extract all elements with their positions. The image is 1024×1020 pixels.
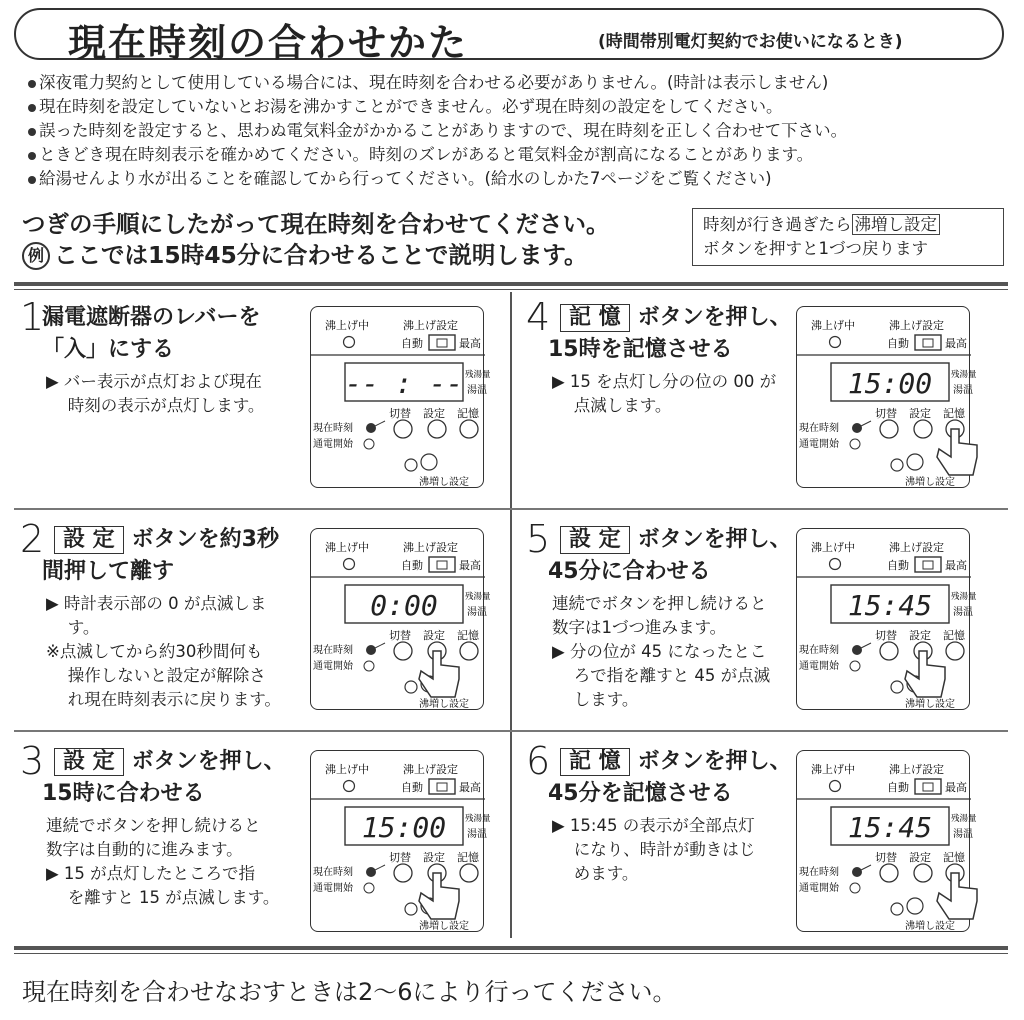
boil-setting-label: 沸上げ設定 [403, 763, 458, 776]
svg-text:自動: 自動 [887, 337, 909, 350]
panel-button[interactable] [946, 642, 964, 660]
panel-button[interactable] [428, 420, 446, 438]
boiling-label: 沸上げ中 [811, 541, 855, 554]
reheat-button[interactable] [405, 459, 417, 471]
boiling-lamp-icon [344, 781, 355, 792]
svg-text:通電開始: 通電開始 [799, 883, 839, 894]
control-panel [310, 750, 491, 932]
step-description: 数字は自動的に進みます。 [46, 840, 243, 859]
panel-button[interactable] [460, 642, 478, 660]
step-description: 数字は1づつ進みます。 [552, 618, 727, 637]
step-title-line-1: 設 定 ボタンを押し、 [54, 748, 286, 776]
svg-text:設定: 設定 [423, 407, 445, 420]
svg-text:切替: 切替 [389, 851, 411, 864]
footer-note: 現在時刻を合わせなおすときは2〜6により行ってください。 [22, 978, 677, 1006]
svg-text:切替: 切替 [389, 629, 411, 642]
reheat-button[interactable] [891, 459, 903, 471]
reheat-button[interactable] [907, 898, 923, 914]
note-item: 現在時刻を設定していないとお湯を沸かすことができません。必ず現在時刻の設定をしてください。 [28, 96, 783, 118]
bullet-icon [28, 152, 36, 160]
clock-digits: 15:00 [847, 367, 933, 400]
step-description: ※点滅してから約30秒間何も [46, 642, 263, 661]
control-panel [796, 306, 977, 488]
auto-max-indicator [915, 335, 941, 350]
step-title-line-1: 設 定 ボタンを押し、 [560, 526, 792, 554]
boil-setting-label: 沸上げ設定 [889, 763, 944, 776]
page-title: 現在時刻の合わせかた [68, 21, 469, 65]
reheat-button-label: 沸増し設定 [852, 214, 941, 235]
boil-setting-label: 沸上げ設定 [889, 541, 944, 554]
svg-text:沸増し設定: 沸増し設定 [419, 921, 469, 932]
boiling-label: 沸上げ中 [811, 763, 855, 776]
panel-button[interactable] [914, 420, 932, 438]
control-panel-svg [797, 307, 977, 489]
svg-text:自動: 自動 [401, 781, 423, 794]
boil-setting-label: 沸上げ設定 [403, 319, 458, 332]
divider [14, 282, 1008, 286]
control-panel [310, 306, 491, 488]
step-description: します。 [552, 690, 639, 709]
boiling-label: 沸上げ中 [325, 541, 369, 554]
boiling-label: 沸上げ中 [811, 319, 855, 332]
auto-max-indicator [915, 557, 941, 572]
control-panel-svg [797, 751, 977, 933]
svg-text:設定: 設定 [423, 851, 445, 864]
boiling-label: 沸上げ中 [325, 763, 369, 776]
svg-text:通電開始: 通電開始 [799, 439, 839, 450]
bullet-icon [28, 176, 36, 184]
svg-text:現在時刻: 現在時刻 [313, 867, 353, 878]
key-label: 設 定 [560, 526, 630, 554]
clock-digits: -- : -- [344, 367, 464, 400]
divider [14, 953, 1008, 954]
boiling-lamp-icon [830, 337, 841, 348]
svg-text:現在時刻: 現在時刻 [799, 645, 839, 656]
svg-text:記憶: 記憶 [943, 629, 965, 642]
step-title-line-2: 15時を記憶させる [548, 337, 733, 362]
svg-text:残湯量: 残湯量 [951, 592, 977, 602]
step-description: ろで指を離すと 45 が点滅 [552, 666, 771, 685]
control-panel [796, 528, 977, 710]
svg-text:通電開始: 通電開始 [313, 883, 353, 894]
reheat-button[interactable] [891, 903, 903, 915]
svg-text:湯温: 湯温 [467, 829, 487, 840]
step-description: ▶ 時計表示部の 0 が点滅しま [46, 594, 267, 613]
control-panel-svg [311, 751, 491, 933]
svg-text:湯温: 湯温 [467, 607, 487, 618]
panel-button[interactable] [460, 864, 478, 882]
svg-text:沸増し設定: 沸増し設定 [419, 699, 469, 710]
svg-text:残湯量: 残湯量 [951, 814, 977, 824]
divider [14, 730, 1008, 732]
step-block [20, 739, 500, 948]
step-description: ▶ 15 が点灯したところで指 [46, 864, 256, 883]
svg-text:記憶: 記憶 [457, 851, 479, 864]
panel-button[interactable] [394, 420, 412, 438]
intro-line-1: つぎの手順にしたがって現在時刻を合わせてください。 [22, 210, 610, 238]
finger-press-icon [937, 429, 977, 475]
svg-text:湯温: 湯温 [953, 385, 973, 396]
step-description: 点滅します。 [552, 396, 672, 415]
bullet-icon [28, 128, 36, 136]
svg-text:残湯量: 残湯量 [465, 814, 491, 824]
boil-setting-label: 沸上げ設定 [403, 541, 458, 554]
step-block [20, 295, 500, 504]
svg-text:自動: 自動 [401, 337, 423, 350]
svg-text:現在時刻: 現在時刻 [799, 867, 839, 878]
step-number: 2 [20, 517, 45, 561]
svg-text:残湯量: 残湯量 [465, 370, 491, 380]
finger-press-icon [419, 873, 459, 919]
svg-text:現在時刻: 現在時刻 [799, 423, 839, 434]
svg-text:湯温: 湯温 [953, 607, 973, 618]
note-item: ときどき現在時刻表示を確かめてください。時刻のズレがあると電気料金が割高になることがあります。 [28, 144, 813, 166]
svg-text:設定: 設定 [909, 407, 931, 420]
clock-digits: 15:45 [847, 589, 933, 622]
svg-text:湯温: 湯温 [467, 385, 487, 396]
svg-text:切替: 切替 [875, 407, 897, 420]
reheat-button[interactable] [405, 681, 417, 693]
hint-box: 時刻が行き過ぎたら 沸増し設定 ボタンを押すと1づつ戻ります [692, 208, 1004, 266]
divider [14, 289, 1008, 290]
panel-button[interactable] [394, 864, 412, 882]
control-panel [796, 750, 977, 932]
step-block [526, 295, 1006, 504]
panel-button[interactable] [460, 420, 478, 438]
svg-text:自動: 自動 [887, 781, 909, 794]
svg-text:記憶: 記憶 [457, 629, 479, 642]
svg-text:沸増し設定: 沸増し設定 [419, 477, 469, 488]
step-description: す。 [46, 618, 100, 637]
page-subtitle: (時間帯別電灯契約でお使いになるとき) [598, 32, 903, 52]
step-block [526, 517, 1006, 726]
finger-press-icon [937, 873, 977, 919]
control-panel-svg [311, 529, 491, 711]
reheat-button[interactable] [891, 681, 903, 693]
intro-line-2: 例 ここでは15時45分に合わせることで説明します。 [22, 236, 588, 270]
boiling-label: 沸上げ中 [325, 319, 369, 332]
step-title-line-2: 間押して離す [42, 559, 175, 584]
step-description: めます。 [552, 864, 639, 883]
panel-button[interactable] [880, 420, 898, 438]
svg-text:設定: 設定 [909, 629, 931, 642]
note-item: 誤った時刻を設定すると、思わぬ電気料金がかかることがありますので、現在時刻を正しく合わせて下さい。 [28, 120, 847, 142]
svg-text:残湯量: 残湯量 [465, 592, 491, 602]
svg-text:最高: 最高 [459, 559, 481, 572]
divider [14, 508, 1008, 510]
step-description: ▶ 15 を点灯し分の位の 00 が [552, 372, 777, 391]
svg-text:切替: 切替 [389, 407, 411, 420]
step-block [526, 739, 1006, 948]
svg-text:最高: 最高 [945, 559, 967, 572]
reheat-button[interactable] [907, 454, 923, 470]
power-start-lamp-icon [364, 661, 374, 671]
column-divider [510, 292, 512, 938]
power-start-lamp-icon [364, 439, 374, 449]
step-block [20, 517, 500, 726]
power-start-lamp-icon [364, 883, 374, 893]
step-description: 時刻の表示が点灯します。 [46, 396, 265, 415]
boiling-lamp-icon [344, 337, 355, 348]
step-title-line-1: 記 憶 ボタンを押し、 [560, 304, 792, 332]
step-description: になり、時計が動きはじ [552, 840, 756, 859]
svg-text:通電開始: 通電開始 [313, 661, 353, 672]
step-description: ▶ 分の位が 45 になったとこ [552, 642, 767, 661]
auto-max-indicator [429, 557, 455, 572]
key-label: 記 憶 [560, 748, 630, 776]
svg-text:記憶: 記憶 [943, 851, 965, 864]
control-panel-svg [311, 307, 491, 489]
clock-digits: 15:00 [361, 811, 447, 844]
boiling-lamp-icon [344, 559, 355, 570]
step-title-line-2: 45分に合わせる [548, 559, 711, 584]
svg-text:現在時刻: 現在時刻 [313, 423, 353, 434]
svg-text:湯温: 湯温 [953, 829, 973, 840]
step-title-line-1: 記 憶 ボタンを押し、 [560, 748, 792, 776]
bullet-icon [28, 80, 36, 88]
panel-button[interactable] [880, 864, 898, 882]
svg-text:沸増し設定: 沸増し設定 [905, 921, 955, 932]
control-panel [310, 528, 491, 710]
clock-digits: 0:00 [370, 589, 438, 622]
key-label: 設 定 [54, 526, 124, 554]
svg-text:切替: 切替 [875, 629, 897, 642]
panel-button[interactable] [914, 864, 932, 882]
control-panel-svg [797, 529, 977, 711]
svg-text:通電開始: 通電開始 [313, 439, 353, 450]
step-number: 1 [20, 295, 45, 339]
svg-text:記憶: 記憶 [943, 407, 965, 420]
auto-max-indicator [429, 335, 455, 350]
step-description: ▶ バー表示が点灯および現在 [46, 372, 262, 391]
boiling-lamp-icon [830, 781, 841, 792]
power-start-lamp-icon [850, 439, 860, 449]
svg-text:設定: 設定 [423, 629, 445, 642]
panel-button[interactable] [394, 642, 412, 660]
panel-button[interactable] [880, 642, 898, 660]
example-mark: 例 [22, 242, 50, 270]
svg-text:最高: 最高 [945, 781, 967, 794]
svg-text:沸増し設定: 沸増し設定 [905, 477, 955, 488]
svg-text:記憶: 記憶 [457, 407, 479, 420]
bullet-icon [28, 104, 36, 112]
svg-text:切替: 切替 [875, 851, 897, 864]
boiling-lamp-icon [830, 559, 841, 570]
step-description: れ現在時刻表示に戻ります。 [46, 690, 281, 709]
step-description: ▶ 15:45 の表示が全部点灯 [552, 816, 755, 835]
svg-text:設定: 設定 [909, 851, 931, 864]
svg-text:沸増し設定: 沸増し設定 [905, 699, 955, 710]
key-label: 記 憶 [560, 304, 630, 332]
svg-text:自動: 自動 [887, 559, 909, 572]
svg-text:現在時刻: 現在時刻 [313, 645, 353, 656]
auto-max-indicator [915, 779, 941, 794]
note-item: 給湯せんより水が出ることを確認してから行ってください。(給水のしかた7ページをご覧ください) [28, 168, 772, 190]
svg-text:通電開始: 通電開始 [799, 661, 839, 672]
step-title-line-1: 漏電遮断器のレバーを [42, 305, 261, 330]
step-number: 3 [20, 739, 45, 783]
finger-press-icon [419, 651, 459, 697]
step-title-line-1: 設 定 ボタンを約3秒 [54, 526, 279, 554]
power-start-lamp-icon [850, 883, 860, 893]
svg-text:自動: 自動 [401, 559, 423, 572]
boil-setting-label: 沸上げ設定 [889, 319, 944, 332]
step-title-line-2: 「入」にする [42, 337, 175, 362]
finger-press-icon [905, 651, 945, 697]
step-description: 連続でボタンを押し続けると [552, 594, 767, 613]
svg-text:最高: 最高 [459, 781, 481, 794]
step-title-line-2: 15時に合わせる [42, 781, 205, 806]
step-number: 6 [526, 739, 551, 783]
clock-digits: 15:45 [847, 811, 933, 844]
reheat-button[interactable] [405, 903, 417, 915]
step-description: 操作しないと設定が解除さ [46, 666, 266, 685]
step-number: 4 [526, 295, 551, 339]
auto-max-indicator [429, 779, 455, 794]
step-title-line-2: 45分を記憶させる [548, 781, 733, 806]
step-number: 5 [526, 517, 551, 561]
svg-text:最高: 最高 [945, 337, 967, 350]
svg-text:最高: 最高 [459, 337, 481, 350]
key-label: 設 定 [54, 748, 124, 776]
reheat-button[interactable] [421, 454, 437, 470]
step-description: 連続でボタンを押し続けると [46, 816, 261, 835]
svg-text:残湯量: 残湯量 [951, 370, 977, 380]
step-description: を離すと 15 が点滅します。 [46, 888, 280, 907]
power-start-lamp-icon [850, 661, 860, 671]
note-item: 深夜電力契約として使用している場合には、現在時刻を合わせる必要がありません。(時計は表示しません) [28, 72, 828, 94]
